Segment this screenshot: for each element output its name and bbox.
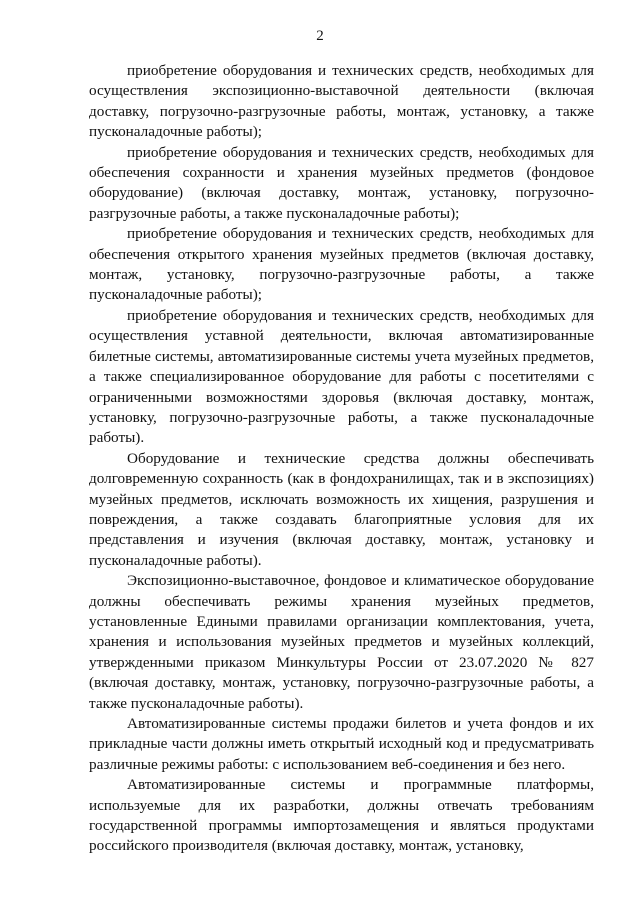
paragraph-statutory-activity-equipment: приобретение оборудования и технических средств, необходимых для осуществления уставной деятельности, включая автоматизированные билетные системы, автоматизированные системы учета музейных предметов, а также специализированное оборудование для работы с посетителями с ограниченными возможностями здоровья (включая доставку, монтаж, установку, погрузочно-разгрузочные работы, а также пусконаладочные работы). bbox=[89, 306, 594, 447]
page-number: 2 bbox=[316, 28, 324, 44]
paragraph-storage-equipment: приобретение оборудования и технических средств, необходимых для обеспечения сохранности и хранения музейных предметов (фондовое оборудование) (включая доставку, монтаж, установку, погрузочно-разгрузочные работы, а также пусконаладочные работы); bbox=[89, 143, 594, 222]
paragraph-open-storage-equipment: приобретение оборудования и технических средств, необходимых для обеспечения открытого хранения музейных предметов (включая доставку, монтаж, установку, погрузочно-разгрузочные работы, а также пусконаладочные работы); bbox=[89, 225, 594, 304]
paragraph-storage-modes: Экспозиционно-выставочное, фондовое и климатическое оборудование должны обеспечивать режимы хранения музейных предметов, установленные Едиными правилами организации комплектования, учета, хранения и использования музейных предметов и музейных коллекций, утвержденными приказом Минкультуры России от 23.07.2020 № 827 (включая доставку, монтаж, установку, погрузочно-разгрузочные работы, а также пусконаладочные работы). bbox=[89, 572, 594, 712]
paragraph-import-substitution: Автоматизированные системы и программные платформы, используемые для их разработки, должны отвечать требованиям государственной программы импортозамещения и являться продуктами российского производителя (включая доставку, монтаж, установку, bbox=[89, 776, 594, 855]
document-body bbox=[89, 61, 594, 857]
paragraph-equipment-requirements: Оборудование и технические средства должны обеспечивать долговременную сохранность (как в фондохранилищах, так и в экспозициях) музейных предметов, исключать возможность их хищения, разрушения и повреждения, а также создавать благоприятные условия для их представления и изучения (включая доставку, монтаж, установку и пусконаладочные работы). bbox=[89, 449, 594, 569]
paragraph-exhibition-equipment: приобретение оборудования и технических средств, необходимых для осуществления экспозиционно-выставочной деятельности (включая доставку, погрузочно-разгрузочные работы, монтаж, установку, а также пусконаладочные работы); bbox=[89, 62, 594, 141]
paragraph-ticket-systems: Автоматизированные системы продажи билетов и учета фондов и их прикладные части должны иметь открытый исходный код и предусматривать различные режимы работы: с использованием веб-соединения и без него. bbox=[89, 715, 594, 773]
